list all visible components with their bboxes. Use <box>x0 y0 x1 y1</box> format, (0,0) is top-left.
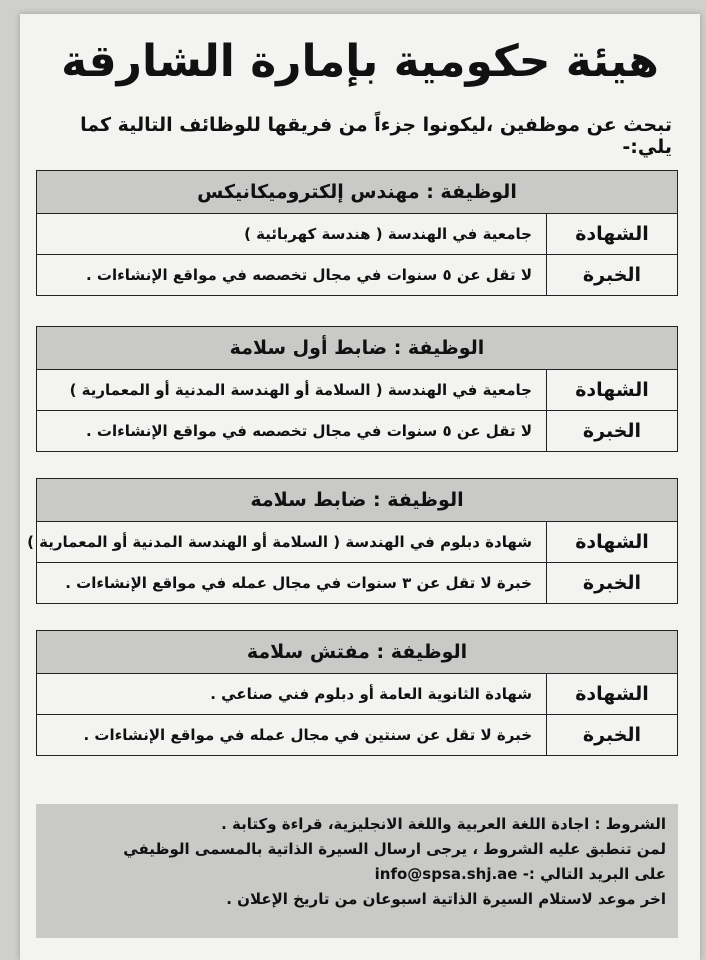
certificate-value: جامعية في الهندسة ( السلامة أو الهندسة المدنية أو المعمارية ) <box>69 381 532 399</box>
certificate-label: الشهادة <box>546 674 677 714</box>
certificate-label: الشهادة <box>546 522 677 562</box>
experience-label: الخبرة <box>546 563 677 603</box>
experience-label: الخبرة <box>546 715 677 755</box>
certificate-label: الشهادة <box>546 370 677 410</box>
page-title: هيئة حكومية بإمارة الشارقة <box>61 36 659 87</box>
experience-label: الخبرة <box>546 255 677 295</box>
advertisement-page <box>20 14 700 960</box>
certificate-row <box>27 522 677 562</box>
email-prefix: على البريد التالي :- <box>522 865 666 883</box>
certificate-value: شهادة الثانوية العامة أو دبلوم فني صناعي . <box>210 685 532 703</box>
experience-value: خبرة لا تقل عن ٣ سنوات في مجال عمله في مواقع الإنشاءات . <box>65 574 532 592</box>
conditions-box <box>36 804 678 938</box>
experience-row <box>37 562 677 603</box>
experience-row <box>37 410 677 451</box>
job-heading: الوظيفة : ضابط أول سلامة <box>37 327 677 370</box>
certificate-row <box>37 214 677 254</box>
experience-row <box>37 714 677 755</box>
email-line <box>36 862 666 887</box>
experience-value: خبرة لا تقل عن سنتين في مجال عمله في مواقع الإنشاءات . <box>83 726 532 744</box>
job-table-safety-officer <box>27 478 678 604</box>
experience-value: لا تقل عن ٥ سنوات في مجال تخصصه في مواقع الإنشاءات . <box>86 266 532 284</box>
job-heading: الوظيفة : مفتش سلامة <box>37 631 677 674</box>
conditions-line: الشروط : اجادة اللغة العربية واللغة الانجليزية، قراءة وكتابة . <box>221 815 666 833</box>
intro-text: تبحث عن موظفين ،ليكونوا جزءاً من فريقها للوظائف التالية كما يلي:- <box>80 114 672 158</box>
job-heading: الوظيفة : مهندس إلكتروميكانيكس <box>37 171 677 214</box>
certificate-value: شهادة دبلوم في الهندسة ( السلامة أو الهندسة المدنية أو المعمارية ) <box>27 533 532 551</box>
application-instructions: لمن تنطبق عليه الشروط ، يرجى ارسال السيرة الذاتية بالمسمى الوظيفي <box>123 840 666 858</box>
email-address-link[interactable]: info@spsa.shj.ae <box>374 865 518 883</box>
experience-value: لا تقل عن ٥ سنوات في مجال تخصصه في مواقع الإنشاءات . <box>86 422 532 440</box>
experience-row <box>37 254 677 295</box>
certificate-value: جامعية في الهندسة ( هندسة كهربائية ) <box>244 225 532 243</box>
job-heading: الوظيفة : ضابط سلامة <box>37 479 677 522</box>
certificate-row <box>37 370 677 410</box>
experience-label: الخبرة <box>546 411 677 451</box>
certificate-row <box>37 674 677 714</box>
job-table-senior-safety-officer <box>36 326 678 452</box>
job-table-electromechanical-engineer <box>36 170 678 296</box>
certificate-label: الشهادة <box>546 214 677 254</box>
deadline-line: اخر موعد لاستلام السيرة الذاتية اسبوعان من تاريخ الإعلان . <box>226 890 666 908</box>
job-table-safety-inspector <box>36 630 678 756</box>
